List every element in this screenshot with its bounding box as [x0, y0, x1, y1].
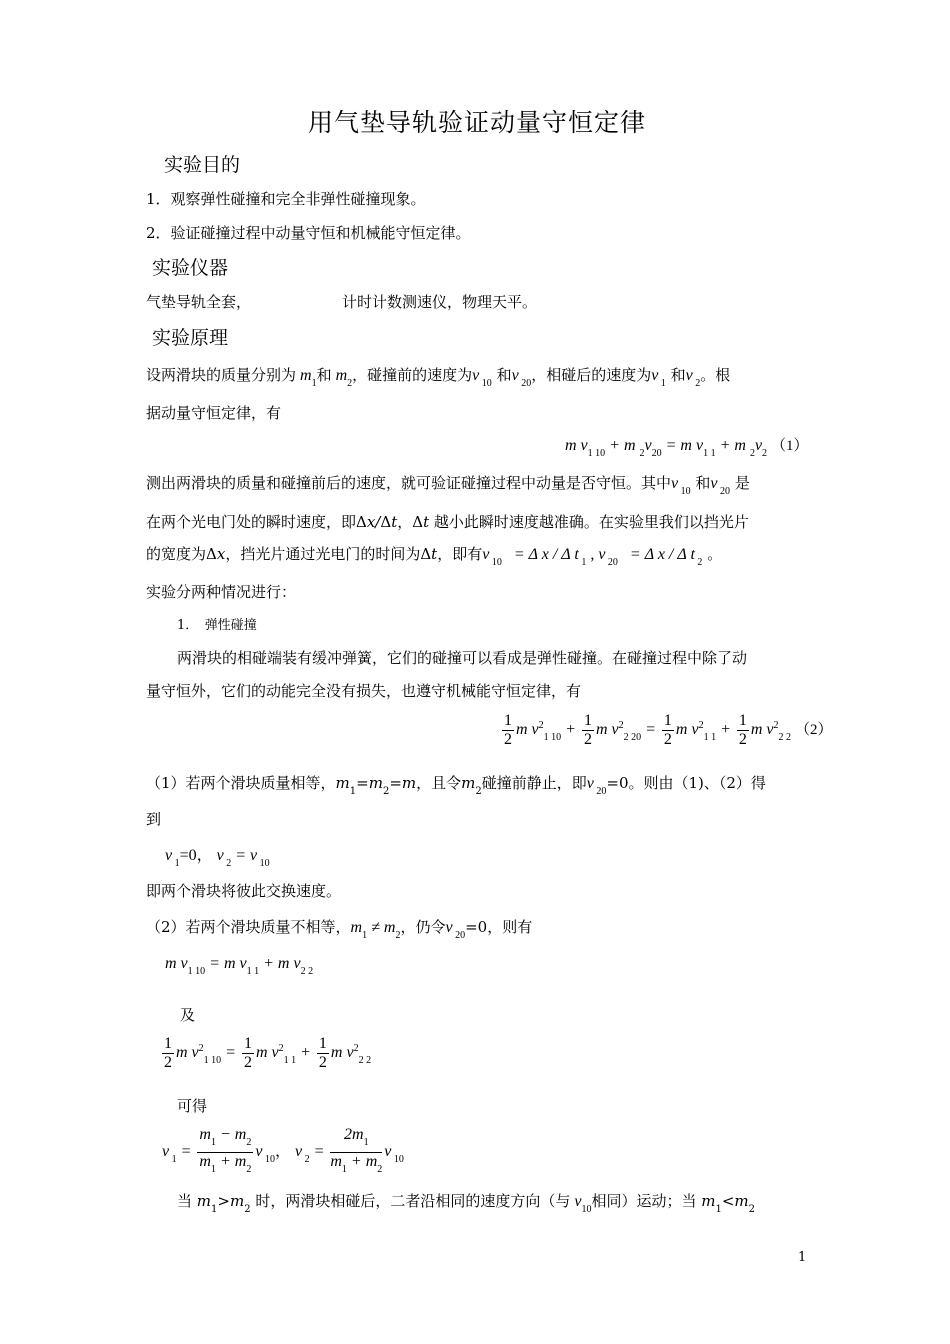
text: 的宽度为Δ — [146, 545, 217, 563]
paragraph-cases: 实验分两种情况进行： — [146, 583, 297, 601]
symbol-x: x — [216, 545, 226, 563]
text: 和 — [670, 366, 686, 384]
purpose-item-2: 2．验证碰撞过程中动量守恒和机械能守恒定律。 — [146, 224, 471, 242]
text: ， — [397, 513, 413, 531]
symbol-m1-lt-m2: $m_1<m_2$ — [696, 1192, 756, 1215]
equation-velocity: v $_{10}$ = Δ x / Δ t $_1$ , v $_{20}$ = Δ x / Δ t $_2$ — [482, 546, 703, 568]
text: =0。则由（1)、（2）得 — [606, 774, 766, 792]
text: =0，则有 — [465, 918, 533, 936]
text: 测出两滑块的质量和碰撞前后的速度，就可验证碰撞过程中动量是否守恒。其中 — [146, 474, 672, 492]
equation-results: v $_1$ = $\frac{m_1 - m_2}{m_1 + m_2}$ v $_{10}$， v $_2$ = $\frac{2m_1}{m_1 + m_2}$ v $_{10}$ — [162, 1126, 404, 1179]
text: 是 — [734, 474, 750, 492]
paragraph-equal-masses — [146, 772, 766, 797]
symbol-v2: v $_2$ — [685, 367, 701, 389]
equation-label: （1） — [771, 438, 809, 454]
symbol-t: t — [423, 513, 434, 531]
fraction-half: $\frac{1}{2}$ — [243, 1035, 252, 1071]
text: 和 — [695, 474, 711, 492]
apparatus-heading: 实验仪器 — [152, 257, 229, 279]
purpose-item-1: 1．观察弹性碰撞和完全非弹性碰撞现象。 — [146, 190, 426, 208]
text: 设两滑块的质量分别为 — [146, 366, 297, 384]
text: ，仍令 — [400, 918, 446, 936]
symbol-m1-gt-m2: $m_1>m_2$ — [192, 1192, 251, 1215]
symbol-t: t — [391, 513, 398, 531]
symbol-v20: v $_{20}$ — [710, 475, 731, 497]
symbol-m2: $m_2$ — [461, 774, 482, 797]
paragraph-conclusion — [177, 1190, 755, 1215]
paragraph-line: 到 — [146, 810, 162, 828]
fraction-half: $\frac{1}{2}$ — [738, 712, 747, 748]
symbol-v20: v $_{20}$ — [586, 775, 607, 797]
paragraph-and: 及 — [180, 1006, 196, 1024]
apparatus-text-b: 计时计数测速仪，物理天平。 — [342, 293, 538, 311]
text: 在两个光电门处的瞬时速度，即Δ — [146, 513, 367, 531]
symbol-v20: v $_{20}$ — [445, 919, 466, 941]
fraction-v1: $\frac{m_1 - m_2}{m_1 + m_2}$ — [199, 1126, 252, 1175]
equation-energy: $\frac{1}{2}$ m $v^2_{1 10}$ = $\frac{1}{2}$ m $v^2_{1 1}$ + $\frac{1}{2}$ m $v^2_{2 2}$ — [164, 1035, 372, 1071]
paragraph-masses — [146, 364, 730, 389]
symbol-t: t — [431, 545, 438, 563]
equation-exchange: v $_1$=0， v $_2$ = v $_{10}$ — [165, 847, 270, 869]
paragraph-unequal-masses — [146, 916, 532, 941]
text: ，且令 — [416, 774, 462, 792]
symbol-dx-dt: x/ — [366, 513, 381, 531]
paragraph-instant: 在两个光电门处的瞬时速度，即Δx/Δt，Δt 越小此瞬时速度越准确。在实验里我们以挡光片 — [146, 513, 749, 531]
fraction-v2: $\frac{2m_1}{m_1 + m_2}$ — [330, 1126, 383, 1175]
page-title: 用气垫导轨验证动量守恒定律 — [308, 108, 647, 137]
text: 和 — [316, 366, 332, 384]
equation-momentum: m $v_{1 10} = m$ $v_{1 1} + m$ $v_{2 2}$ — [165, 955, 314, 977]
symbol-m1-ne-m2: $m_1 \ne m_2$ — [350, 919, 401, 941]
case-1-label: 1． 弹性碰撞 — [177, 618, 257, 633]
text: 当 — [177, 1192, 193, 1210]
text: 。根 — [700, 366, 731, 384]
symbol-m2: $m_2$ — [331, 367, 353, 389]
fraction-half: $\frac{1}{2}$ — [583, 712, 592, 748]
text: ，即有 — [437, 545, 483, 563]
text: 相同）运动；当 — [591, 1192, 697, 1210]
equation-2: $\frac{1}{2}$ m $v^2_{1 10}$ + $\frac{1}{2}$ m $v^2_{2 20}$ = $\frac{1}{2}$ m $v^2_{1 1}$ + $\frac{1}{2}$ m $v^2_{2 2}$ （2） — [504, 712, 833, 748]
fraction-half: $\frac{1}{2}$ — [504, 712, 512, 748]
symbol-v10: $v_{10}$ — [570, 1193, 592, 1215]
equation-1: m $v_{1 10} + m$ $_2v_{20} = m$ $v_{1 1} + m$ $_2v_2$ （1） — [565, 437, 809, 459]
symbol-v20: v $_{20}$ — [511, 367, 532, 389]
text: ，挡光片通过光电门的时间为Δ — [225, 545, 432, 563]
paragraph-line: 据动量守恒定律，有 — [146, 404, 282, 422]
equation-label: （2） — [795, 722, 833, 739]
symbol-v10: v $_{10}$ — [472, 367, 492, 389]
text: 越小此瞬时速度越准确。在实验里我们以挡光片 — [433, 513, 749, 531]
text: 和 — [496, 366, 512, 384]
paragraph-width: 的宽度为Δx，挡光片通过光电门的时间为Δt，即有v $_{10}$ = Δ x / Δ t $_1$ , v $_{20}$ = Δ x / Δ t $_2$ 。 — [146, 545, 723, 568]
text: ，相碰后的速度为 — [531, 366, 652, 384]
apparatus-text-a: 气垫导轨全套， — [146, 293, 252, 311]
text: 时，两滑块相碰后，二者沿相同的速度方向（与 — [255, 1192, 571, 1210]
paragraph-elastic-2: 量守恒外，它们的动能完全没有损失，也遵守机械能守恒定律，有 — [146, 682, 582, 700]
fraction-half: $\frac{1}{2}$ — [663, 712, 672, 748]
fraction-half: $\frac{1}{2}$ — [318, 1035, 327, 1071]
symbol-m1: $m_1$ — [296, 367, 317, 389]
text: （1）若两个滑块质量相等， — [146, 774, 336, 792]
principle-heading: 实验原理 — [152, 327, 229, 349]
purpose-heading: 实验目的 — [164, 154, 241, 176]
fraction-half: $\frac{1}{2}$ — [164, 1035, 172, 1071]
page-number: 1 — [798, 1250, 807, 1265]
text: ，碰撞前的速度为 — [352, 366, 473, 384]
symbol-equal-masses: $m_1=m_2=m$ — [335, 774, 417, 797]
paragraph-measure — [146, 472, 750, 497]
paragraph-elastic: 两滑块的相碰端装有缓冲弹簧，它们的碰撞可以看成是弹性碰撞。在碰撞过程中除了动 — [177, 649, 748, 667]
paragraph-thus: 可得 — [177, 1097, 208, 1115]
symbol-v10: v $_{10}$ — [671, 475, 691, 497]
symbol-v1: v $_1$ — [651, 367, 666, 389]
text: （2）若两个滑块质量不相等， — [146, 918, 351, 936]
paragraph-exchange: 即两个滑块将彼此交换速度。 — [146, 882, 342, 900]
text: 碰撞前静止，即 — [481, 774, 587, 792]
